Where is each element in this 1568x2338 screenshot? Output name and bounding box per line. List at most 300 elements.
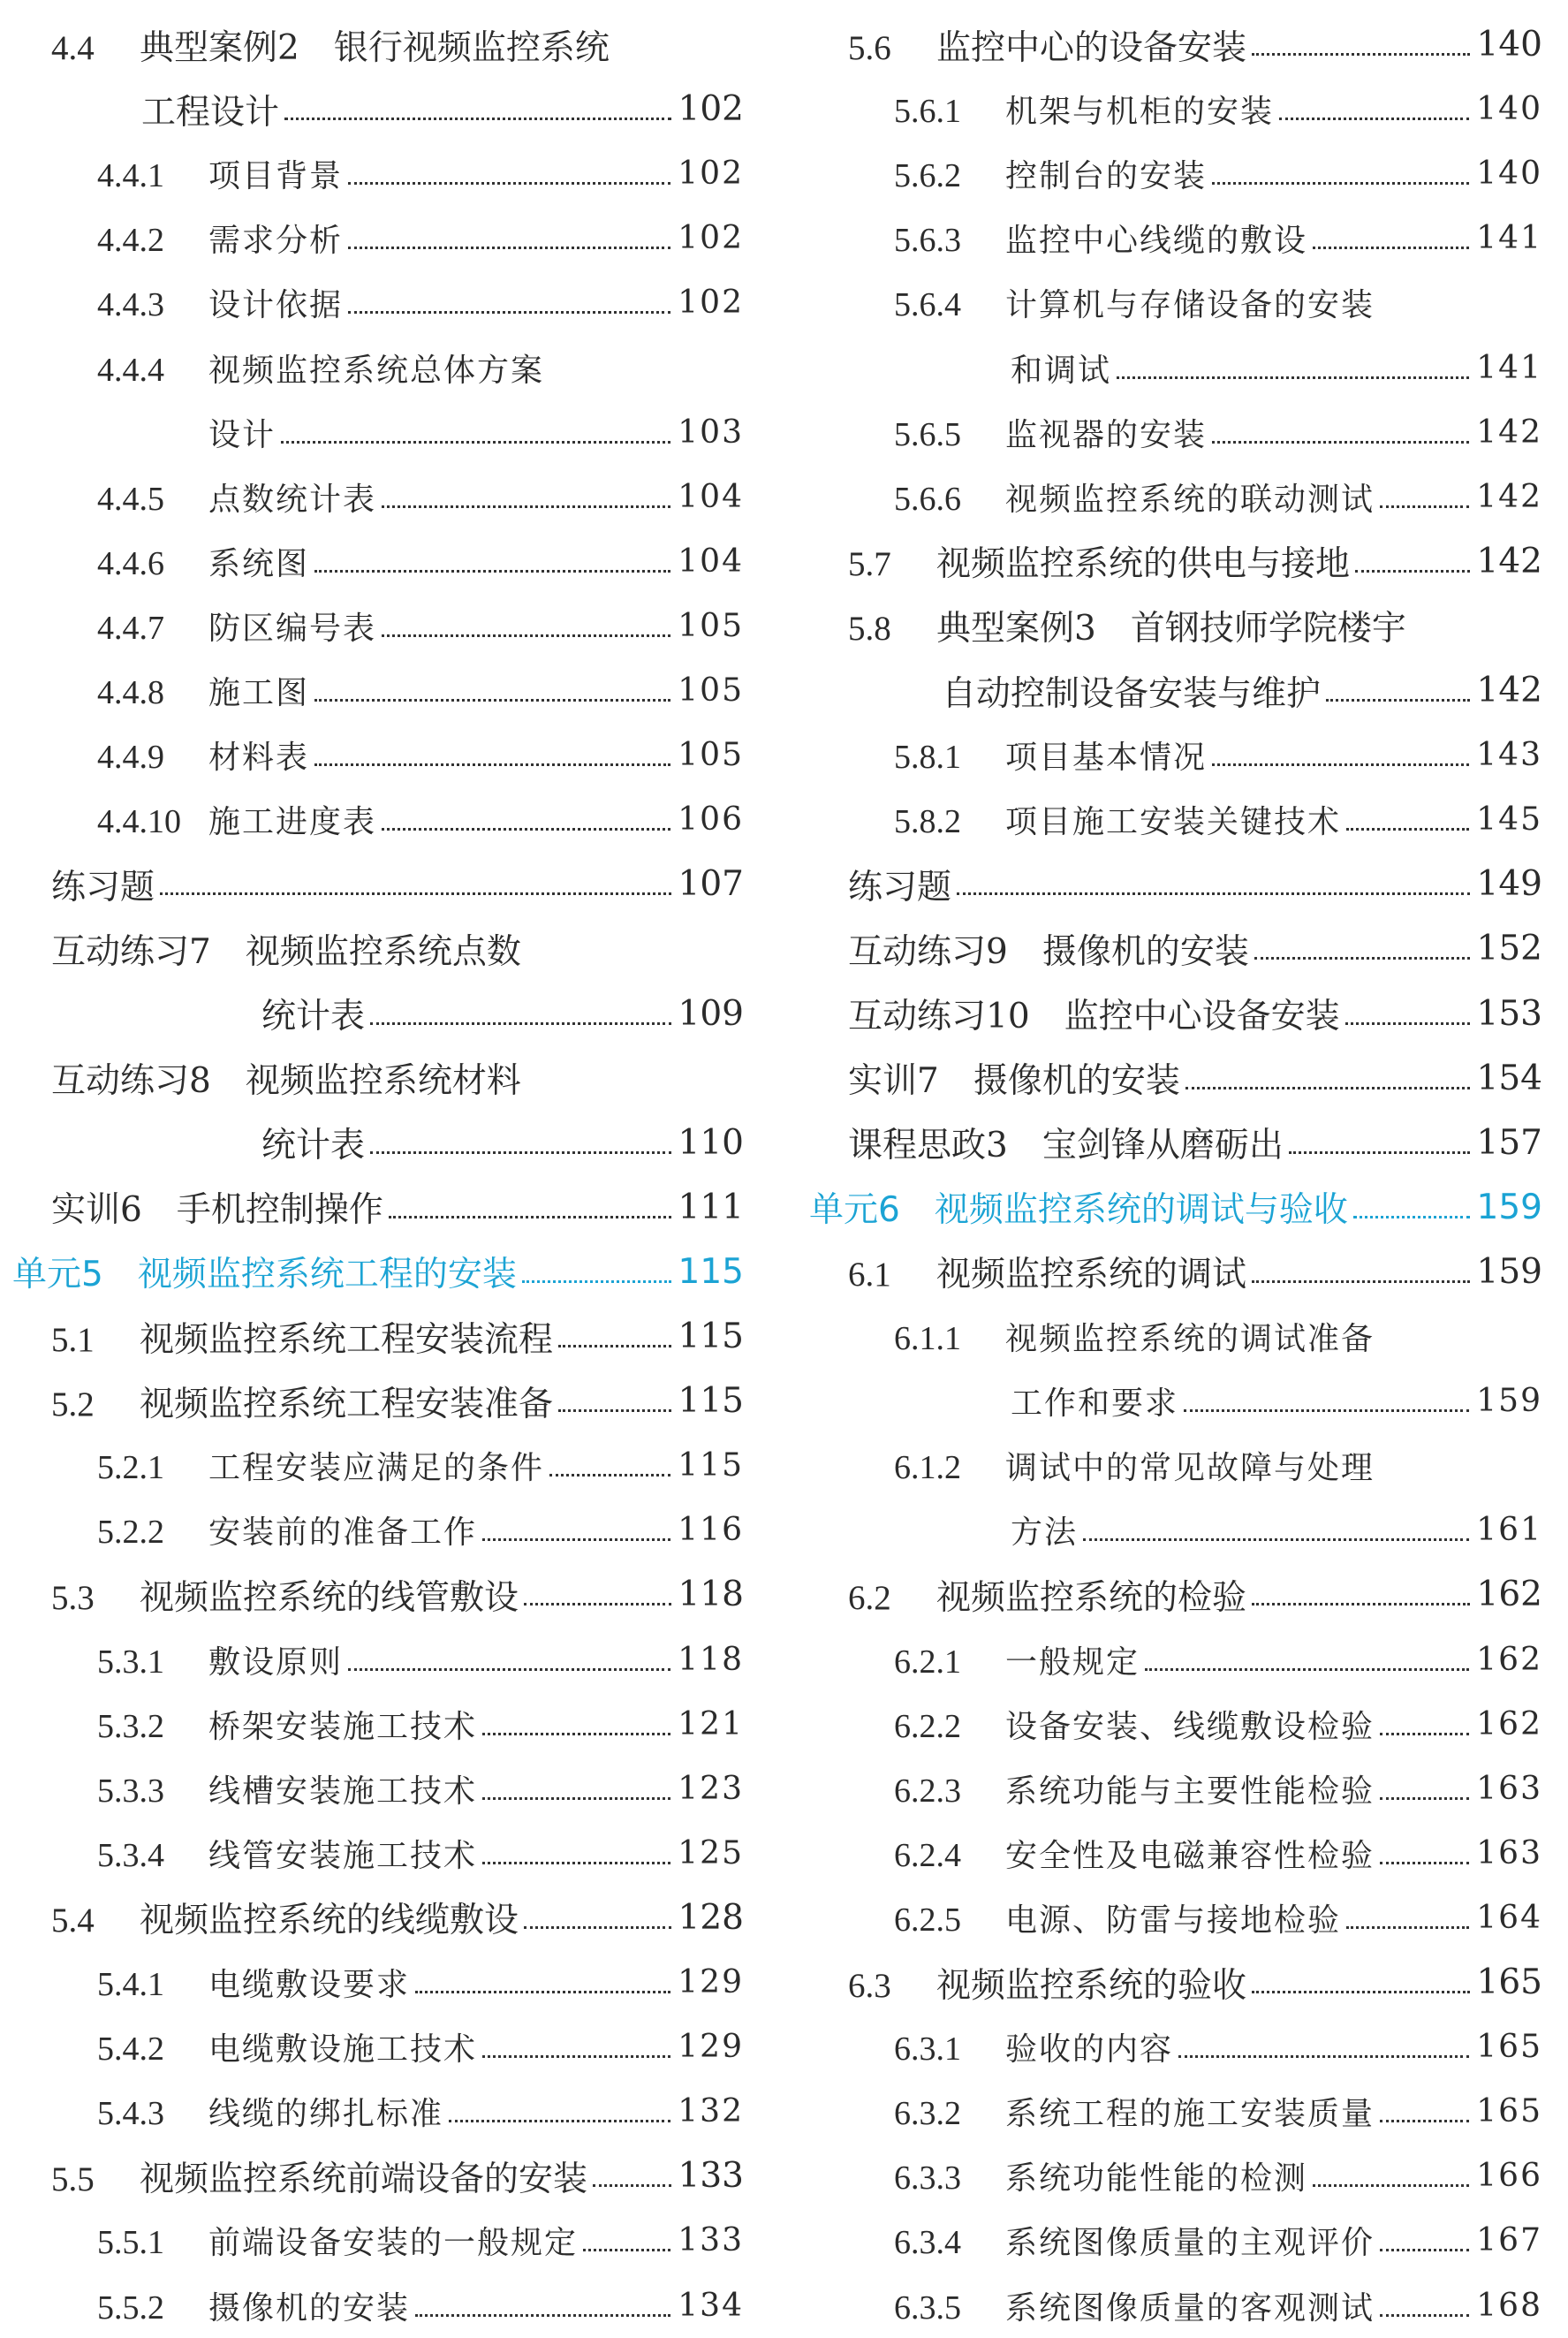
toc-page-number: 107 — [678, 864, 744, 905]
toc-page-number: 162 — [1476, 1575, 1542, 1615]
toc-page-number: 162 — [1476, 1705, 1542, 1742]
dot-leader — [314, 763, 670, 766]
toc-entry[interactable] — [800, 141, 1542, 206]
toc-entry[interactable] — [0, 529, 744, 594]
toc-page-number: 121 — [678, 1705, 744, 1742]
dot-leader — [415, 2314, 670, 2317]
dot-leader — [1346, 828, 1469, 831]
toc-entry[interactable] — [800, 787, 1542, 852]
toc-page-number: 103 — [678, 414, 744, 451]
toc-entry-label — [97, 1702, 477, 1747]
toc-entry-title: 敷设原则 — [208, 1643, 344, 1681]
toc-entry[interactable] — [0, 787, 744, 852]
toc-page-number: 140 — [1476, 25, 1542, 65]
toc-entry[interactable] — [800, 1369, 1542, 1433]
toc-page-number: 166 — [1476, 2158, 1542, 2195]
toc-entry[interactable] — [0, 1304, 744, 1369]
toc-entry[interactable] — [0, 336, 744, 400]
toc-entry-title: 视频监控系统的供电与接地 — [936, 544, 1351, 585]
toc-entry[interactable] — [0, 1433, 744, 1498]
toc-entry-title: 课程思政3 宝剑锋从磨砺出 — [848, 1126, 1284, 1166]
dot-leader — [160, 892, 671, 895]
toc-entry[interactable] — [800, 2273, 1542, 2338]
dot-leader — [1178, 2055, 1469, 2058]
toc-entry-title: 系统功能性能的检测 — [1005, 2160, 1308, 2198]
toc-entry-label — [848, 536, 1350, 586]
dot-leader — [1380, 2249, 1469, 2251]
toc-entry[interactable] — [800, 982, 1542, 1046]
toc-entry-number: 6.2.2 — [894, 1707, 961, 1745]
toc-entry-title: 单元6 视频监控系统的调试与验收 — [809, 1190, 1348, 1231]
toc-entry-title: 监控中心的设备安装 — [936, 27, 1247, 68]
toc-entry-title: 施工进度表 — [208, 804, 377, 841]
toc-entry-number: 6.1 — [848, 1256, 891, 1294]
toc-page-number: 115 — [678, 1447, 744, 1484]
toc-entry[interactable] — [800, 1240, 1542, 1304]
toc-entry-number: 5.2.1 — [97, 1449, 164, 1487]
dot-leader — [558, 1409, 671, 1412]
toc-page-number: 159 — [1476, 1251, 1542, 1292]
toc-entry[interactable] — [0, 982, 744, 1046]
toc-entry-number: 4.4 — [51, 28, 95, 67]
toc-entry-label — [12, 1247, 517, 1296]
toc-page-number: 115 — [678, 1317, 744, 1356]
toc-entry[interactable] — [800, 1886, 1542, 1950]
toc-entry-label — [894, 216, 1307, 261]
dot-leader — [482, 1538, 670, 1541]
dot-leader — [1326, 699, 1470, 702]
toc-entry-number: 5.3.3 — [97, 1772, 164, 1810]
toc-entry-label — [97, 2024, 477, 2069]
dot-leader — [482, 2055, 670, 2058]
toc-entry-title: 视频监控系统工程安装准备 — [140, 1384, 554, 1424]
dot-leader — [1184, 1409, 1469, 1412]
toc-page-number: 128 — [678, 1897, 744, 1938]
toc-entry-number: 6.2.3 — [894, 1772, 961, 1810]
dot-leader — [1289, 1151, 1470, 1154]
toc-entry[interactable] — [0, 1692, 744, 1757]
toc-entry[interactable] — [800, 1433, 1542, 1498]
toc-entry-title: 线槽安装施工技术 — [208, 1772, 478, 1810]
toc-entry-title: 工程设计 — [141, 92, 280, 133]
toc-entry-label — [97, 1960, 410, 2005]
toc-page-number: 167 — [1476, 2222, 1542, 2259]
toc-entry-title: 摄像机的安装 — [208, 2289, 411, 2327]
toc-entry[interactable] — [0, 270, 744, 335]
toc-entry-title: 典型案例3 首钢技师学院楼宇 — [936, 609, 1406, 649]
dot-leader — [1380, 505, 1469, 508]
toc-entry-title: 视频监控系统的线管敷设 — [140, 1577, 519, 1618]
toc-entry[interactable] — [800, 1046, 1542, 1111]
toc-entry-number: 5.4.2 — [97, 2031, 164, 2069]
toc-entry[interactable] — [0, 658, 744, 723]
toc-entry-title: 监视器的安装 — [1005, 416, 1208, 453]
dot-leader — [549, 1474, 670, 1476]
toc-entry-title: 系统功能与主要性能检验 — [1005, 1772, 1375, 1810]
dot-leader — [1083, 1538, 1469, 1541]
toc-entry-label — [894, 1702, 1375, 1747]
toc-page-number: 142 — [1476, 478, 1542, 515]
toc-page-number: 142 — [1476, 414, 1542, 451]
toc-entry-label — [208, 410, 276, 455]
toc-page-number: 110 — [678, 1122, 744, 1163]
toc-entry-title: 视频监控系统的调试 — [936, 1255, 1247, 1295]
toc-entry-number: 5.6.4 — [894, 286, 961, 324]
toc-entry-label — [51, 1312, 553, 1362]
toc-entry[interactable] — [0, 1950, 744, 2015]
toc-entry[interactable] — [0, 2208, 744, 2273]
toc-page-number: 105 — [678, 737, 744, 774]
toc-entry-number: 6.2.5 — [894, 1901, 961, 1939]
toc-entry-title: 互动练习9 摄像机的安装 — [848, 931, 1249, 972]
toc-entry[interactable] — [800, 12, 1542, 77]
dot-leader — [1252, 1280, 1470, 1283]
toc-page-number: 115 — [678, 1381, 744, 1422]
toc-entry[interactable] — [800, 658, 1542, 723]
toc-page-number: 154 — [1476, 1058, 1542, 1098]
toc-entry-label — [97, 280, 343, 325]
toc-entry-label — [141, 85, 279, 134]
toc-entry-number: 5.5.1 — [97, 2224, 164, 2262]
toc-entry-label — [51, 2152, 587, 2201]
toc-entry[interactable] — [800, 270, 1542, 335]
dot-leader — [524, 1603, 671, 1605]
toc-entry[interactable] — [0, 916, 744, 981]
dot-leader — [1252, 1991, 1470, 1993]
toc-entry-label — [97, 345, 544, 391]
toc-page-number: 152 — [1476, 929, 1542, 969]
toc-page-number: 102 — [678, 156, 744, 193]
toc-page-number: 115 — [678, 1251, 744, 1292]
toc-page-number: 145 — [1476, 801, 1542, 839]
toc-entry-label — [51, 1182, 383, 1232]
toc-entry-number: 5.8.2 — [894, 803, 961, 841]
toc-entry-label — [261, 989, 365, 1038]
toc-entry-label — [848, 1053, 1180, 1103]
dot-leader — [1212, 441, 1469, 444]
toc-entry-label — [97, 1637, 343, 1682]
toc-entry-label — [894, 733, 1207, 778]
dot-leader — [1355, 570, 1470, 573]
toc-entry-label — [97, 1831, 477, 1876]
toc-entry[interactable] — [800, 206, 1542, 270]
toc-entry-number: 5.2.2 — [97, 1514, 164, 1552]
toc-entry[interactable] — [800, 529, 1542, 594]
toc-page-number: 105 — [678, 607, 744, 644]
toc-entry[interactable] — [800, 916, 1542, 981]
toc-entry[interactable] — [0, 852, 744, 916]
toc-entry-label — [97, 2283, 410, 2328]
toc-entry[interactable] — [0, 2079, 744, 2144]
toc-entry-number: 6.3.4 — [894, 2224, 961, 2262]
toc-entry-title: 线缆的绑扎标准 — [208, 2096, 444, 2133]
toc-entry-label — [848, 1570, 1246, 1620]
dot-leader — [1380, 2120, 1469, 2122]
toc-entry-title: 统计表 — [261, 997, 366, 1036]
dot-leader — [370, 1151, 671, 1154]
toc-entry[interactable] — [0, 1562, 744, 1627]
toc-entry-number: 5.4.3 — [97, 2095, 164, 2133]
toc-page-number: 104 — [678, 478, 744, 515]
toc-entry-title: 设备安装、线缆敷设检验 — [1005, 1708, 1375, 1745]
toc-entry-number: 5.6.1 — [894, 93, 961, 131]
toc-entry-title: 项目背景 — [208, 158, 344, 195]
dot-leader — [1380, 2314, 1469, 2317]
dot-leader — [348, 1668, 670, 1671]
toc-entry-number: 5.6.2 — [894, 157, 961, 195]
toc-entry-label — [894, 410, 1207, 455]
toc-entry[interactable] — [800, 1562, 1542, 1627]
toc-entry-number: 5.2 — [51, 1385, 95, 1423]
toc-entry-number: 4.4.6 — [97, 544, 164, 582]
toc-entry-title: 互动练习8 视频监控系统材料 — [51, 1061, 521, 1102]
toc-page-number: 140 — [1476, 156, 1542, 193]
toc-entry-number: 4.4.10 — [97, 803, 181, 841]
dot-leader — [314, 699, 670, 702]
toc-page-number: 143 — [1476, 737, 1542, 774]
toc-entry[interactable] — [0, 2273, 744, 2338]
dot-leader — [1212, 182, 1469, 185]
dot-leader — [1345, 1022, 1470, 1025]
toc-entry[interactable] — [0, 2015, 744, 2079]
toc-entry-title: 实训6 手机控制操作 — [51, 1190, 383, 1231]
toc-unit-heading[interactable] — [0, 1240, 744, 1304]
dot-leader — [1212, 763, 1469, 766]
toc-page-number: 118 — [678, 1575, 744, 1615]
toc-entry[interactable] — [0, 206, 744, 270]
toc-entry-title: 需求分析 — [208, 223, 344, 260]
toc-entry-label — [97, 733, 309, 778]
toc-entry[interactable] — [800, 2144, 1542, 2208]
toc-entry-title: 练习题 — [51, 867, 155, 907]
toc-entry[interactable] — [0, 1628, 744, 1692]
toc-page-number: 102 — [678, 220, 744, 257]
toc-entry-title: 电缆敷设要求 — [208, 1967, 411, 2003]
toc-page-number: 102 — [678, 89, 744, 130]
toc-entry[interactable] — [800, 400, 1542, 465]
toc-entry-title: 点数统计表 — [208, 481, 377, 518]
toc-entry[interactable] — [800, 1821, 1542, 1886]
toc-entry[interactable] — [800, 465, 1542, 529]
toc-entry[interactable] — [800, 2208, 1542, 2273]
toc-page-number: 129 — [678, 1964, 744, 2000]
toc-entry-label — [894, 1895, 1341, 1940]
toc-page-number: 133 — [678, 2222, 744, 2259]
toc-entry-label — [51, 20, 610, 70]
toc-entry-label — [97, 474, 376, 520]
toc-entry-label — [894, 87, 1274, 132]
toc-entry-label — [942, 666, 1321, 716]
toc-entry-title: 验收的内容 — [1005, 2031, 1174, 2069]
toc-entry[interactable] — [800, 1628, 1542, 1692]
toc-entry-label — [894, 2218, 1375, 2263]
toc-entry-title: 安装前的准备工作 — [208, 1514, 478, 1552]
toc-page-number: 142 — [1476, 541, 1542, 581]
toc-entry[interactable] — [0, 141, 744, 206]
toc-entry-label — [848, 1958, 1246, 2008]
toc-entry-label — [51, 924, 521, 974]
toc-entry[interactable] — [0, 1369, 744, 1433]
toc-entry[interactable] — [800, 594, 1542, 658]
toc-entry-title: 施工图 — [208, 675, 310, 711]
toc-entry-title: 和调试 — [1011, 352, 1112, 389]
toc-entry[interactable] — [0, 77, 744, 141]
toc-entry[interactable] — [0, 1111, 744, 1175]
toc-entry-title: 安全性及电磁兼容性检验 — [1005, 1837, 1375, 1874]
dot-leader — [348, 247, 670, 249]
toc-entry-number: 6.3.1 — [894, 2031, 961, 2069]
dot-leader — [1117, 376, 1469, 379]
toc-entry-label — [97, 668, 309, 713]
toc-entry-number: 5.3 — [51, 1578, 95, 1617]
toc-page-number: 106 — [678, 801, 744, 839]
toc-entry[interactable] — [0, 594, 744, 658]
toc-page-number: 159 — [1476, 1187, 1542, 1227]
toc-entry-label — [97, 539, 309, 584]
toc-entry[interactable] — [800, 2079, 1542, 2144]
dot-leader — [482, 1733, 670, 1735]
dot-leader — [314, 570, 670, 573]
toc-entry-label — [848, 924, 1249, 974]
toc-entry-number: 5.6.5 — [894, 415, 961, 453]
dot-leader — [1252, 1603, 1470, 1605]
toc-entry-label — [51, 1893, 519, 1942]
dot-leader — [382, 505, 670, 508]
toc-entry-number: 5.5 — [51, 2160, 95, 2198]
toc-entry-title: 系统图 — [208, 545, 310, 582]
toc-entry-label — [51, 1570, 519, 1620]
toc-entry-label — [97, 2089, 443, 2134]
toc-entry-number: 5.4 — [51, 1902, 95, 1940]
dot-leader — [522, 1280, 671, 1283]
toc-entry-label — [809, 1182, 1348, 1232]
toc-entry-label — [97, 151, 343, 196]
dot-leader — [281, 441, 670, 444]
toc-entry-label — [97, 1766, 477, 1811]
toc-entry-title: 视频监控系统的线缆敷设 — [140, 1901, 519, 1941]
toc-entry[interactable] — [0, 400, 744, 465]
toc-entry-number: 6.3.2 — [894, 2095, 961, 2133]
toc-entry-title: 视频监控系统前端设备的安装 — [140, 2159, 588, 2199]
dot-leader — [524, 1926, 671, 1929]
toc-entry-number: 4.4.1 — [97, 157, 164, 195]
toc-entry[interactable] — [0, 465, 744, 529]
toc-entry[interactable] — [800, 77, 1542, 141]
toc-entry[interactable] — [0, 723, 744, 787]
toc-entry[interactable] — [0, 12, 744, 77]
dot-leader — [1252, 53, 1470, 56]
dot-leader — [1380, 1797, 1469, 1800]
toc-page-number: 133 — [678, 2156, 744, 2197]
toc-entry[interactable] — [800, 723, 1542, 787]
toc-entry[interactable] — [0, 1886, 744, 1950]
toc-entry-label — [894, 474, 1375, 520]
toc-entry[interactable] — [800, 1757, 1542, 1821]
dot-leader — [1313, 2184, 1469, 2187]
toc-entry-title: 系统图像质量的主观评价 — [1005, 2225, 1375, 2262]
toc-entry[interactable] — [0, 1498, 744, 1562]
toc-entry-label — [97, 216, 343, 261]
toc-entry-label — [1011, 345, 1111, 391]
toc-entry-label — [1011, 1378, 1178, 1423]
toc-page-number: 132 — [678, 2093, 744, 2130]
toc-unit-heading[interactable] — [800, 1175, 1542, 1240]
toc-entry[interactable] — [800, 1304, 1542, 1369]
toc-entry[interactable] — [800, 1498, 1542, 1562]
toc-entry-title: 视频监控系统的调试准备 — [1005, 1321, 1375, 1357]
toc-entry-label — [261, 1118, 365, 1167]
toc-entry-label — [1011, 1507, 1078, 1552]
toc-page-number: 141 — [1476, 220, 1542, 257]
toc-entry-number: 6.2 — [848, 1578, 891, 1617]
dot-leader — [583, 2249, 670, 2251]
toc-entry[interactable] — [800, 1111, 1542, 1175]
toc-entry[interactable] — [800, 1950, 1542, 2015]
toc-page-number: 165 — [1476, 2029, 1542, 2066]
toc-entry-title: 调试中的常见故障与处理 — [1005, 1450, 1375, 1487]
toc-entry-number: 4.4.9 — [97, 739, 164, 777]
toc-entry[interactable] — [800, 336, 1542, 400]
toc-entry[interactable] — [800, 1692, 1542, 1757]
toc-entry[interactable] — [0, 1046, 744, 1111]
toc-entry[interactable] — [800, 852, 1542, 916]
dot-leader — [957, 892, 1470, 895]
toc-entry-number: 6.2.1 — [894, 1643, 961, 1681]
toc-entry[interactable] — [0, 1175, 744, 1240]
toc-entry-number: 6.3 — [848, 1966, 891, 2005]
toc-entry-label — [97, 603, 376, 649]
toc-entry-number: 5.8.1 — [894, 739, 961, 777]
toc-entry-label — [894, 1443, 1375, 1488]
toc-entry-label — [51, 860, 155, 909]
toc-entry-title: 工程安装应满足的条件 — [208, 1450, 545, 1487]
dot-leader — [558, 1345, 671, 1347]
toc-entry-label — [848, 601, 1406, 650]
toc-entry-number: 6.1.1 — [894, 1320, 961, 1357]
dot-leader — [1380, 1862, 1469, 1864]
toc-page-number: 105 — [678, 672, 744, 709]
toc-entry-label — [894, 1831, 1375, 1876]
toc-entry-title: 互动练习10 监控中心设备安装 — [848, 997, 1340, 1036]
toc-entry[interactable] — [0, 1821, 744, 1886]
toc-entry-title: 实训7 摄像机的安装 — [848, 1061, 1180, 1102]
toc-entry-label — [51, 1053, 521, 1103]
toc-page-number: 111 — [678, 1187, 744, 1227]
toc-entry-number: 5.3.2 — [97, 1707, 164, 1745]
dot-leader — [449, 2120, 670, 2122]
toc-page-number: 118 — [678, 1641, 744, 1678]
toc-entry-number: 5.6 — [848, 28, 891, 67]
toc-entry-title: 单元5 视频监控系统工程的安装 — [12, 1255, 517, 1295]
toc-entry[interactable] — [800, 2015, 1542, 2079]
toc-entry-label — [848, 1247, 1246, 1296]
toc-page-number: 134 — [678, 2287, 744, 2324]
dot-leader — [1353, 1216, 1470, 1218]
toc-entry[interactable] — [0, 2144, 744, 2208]
toc-entry-title: 电源、防雷与接地检验 — [1005, 1902, 1342, 1939]
toc-entry[interactable] — [0, 1757, 744, 1821]
toc-page-number: 102 — [678, 285, 744, 322]
dot-leader — [1279, 118, 1469, 120]
toc-page-number: 159 — [1476, 1383, 1542, 1420]
toc-page-number: 163 — [1476, 1770, 1542, 1807]
toc-entry-title: 视频监控系统工程安装流程 — [140, 1319, 554, 1360]
dot-leader — [389, 1216, 671, 1218]
dot-leader — [1145, 1668, 1469, 1671]
toc-entry-title: 方法 — [1011, 1514, 1079, 1552]
toc-entry-title: 材料表 — [208, 740, 310, 777]
toc-entry-label — [848, 989, 1340, 1038]
